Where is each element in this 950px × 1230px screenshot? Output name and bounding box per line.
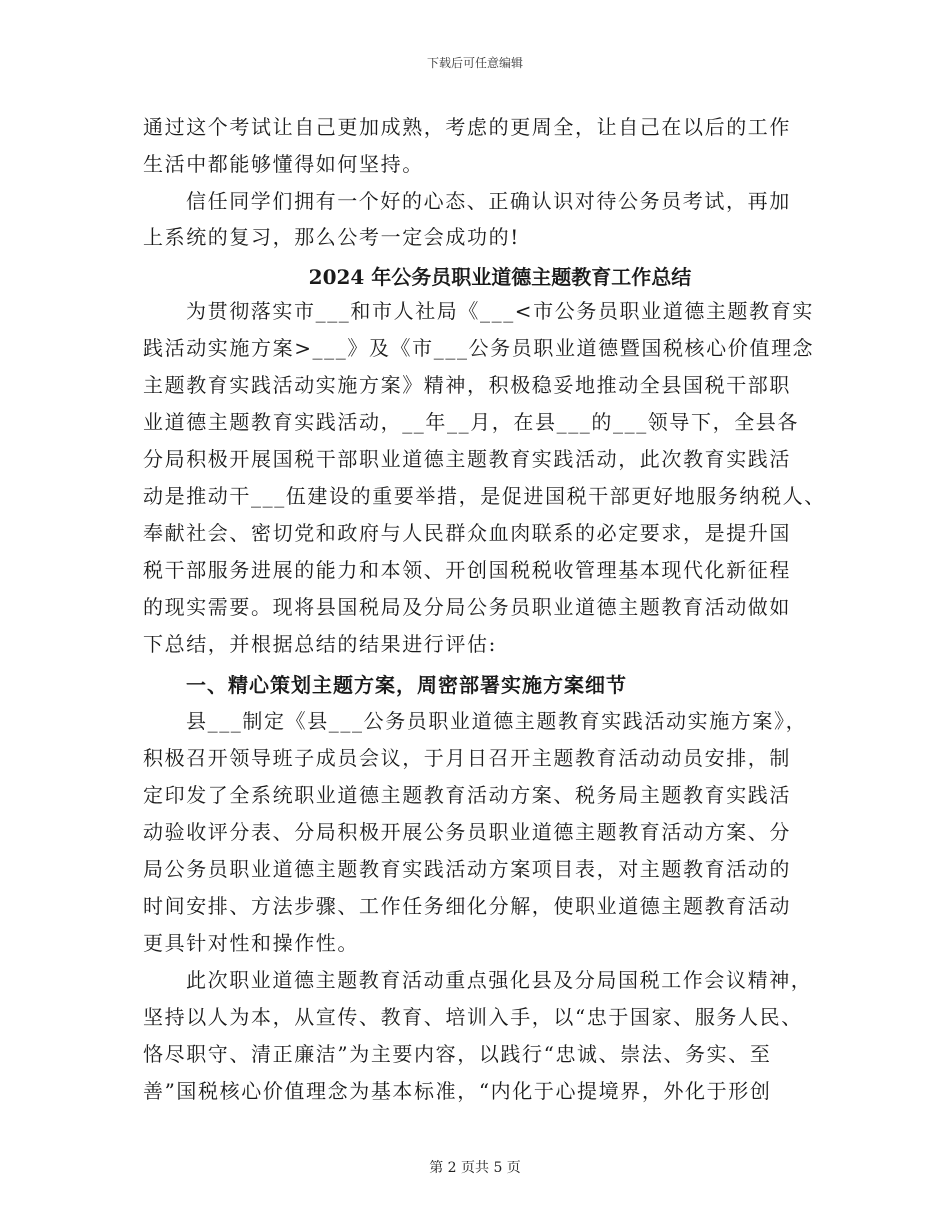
body-line: 分局积极开展国税干部职业道德主题教育实践活动，此次教育实践活 [143, 447, 791, 471]
body-line: 更具针对性和操作性。 [143, 931, 359, 955]
body-line: 上系统的复习，那么公考一定会成功的! [143, 225, 520, 249]
body-line: 定印发了全系统职业道德主题教育活动方案、税务局主题教育实践活 [143, 783, 791, 807]
body-line: 恪尽职守、清正廉洁”为主要内容，以践行“忠诚、崇法、务实、至 [143, 1042, 772, 1066]
page-header: 下载后可任意编辑 [426, 56, 523, 70]
body-line: 局公务员职业道德主题教育实践活动方案项目表，对主题教育活动的 [143, 857, 791, 881]
body-line: 下总结，并根据总结的结果进行评估: [143, 632, 497, 656]
body-line: 业道德主题教育实践活动，__年__月，在县___的___领导下，全县各 [143, 410, 799, 434]
body-line: 生活中都能够懂得如何坚持。 [143, 152, 424, 176]
body-line: 为贯彻落实市___和市人社局《___<市公务员职业道德主题教育实 [186, 299, 814, 323]
body-line: 践活动实施方案>___》及《市___公务员职业道德暨国税核心价值理念 [143, 336, 815, 360]
body-line: 动是推动干___伍建设的重要举措，是促进国税干部更好地服务纳税人、 [143, 484, 826, 508]
document-title: 2024 年公务员职业道德主题教育工作总结 [308, 265, 692, 289]
section-heading: 一、精心策划主题方案，周密部署实施方案细节 [186, 673, 627, 697]
body-line: 善”国税核心价值理念为基本标准，“内化于心提境界，外化于形创 [143, 1079, 772, 1103]
body-line: 信任同学们拥有一个好的心态、正确认识对待公务员考试，再加 [186, 189, 791, 213]
body-line: 此次职业道德主题教育活动重点强化县及分局国税工作会议精神， [186, 968, 813, 992]
body-line: 的现实需要。现将县国税局及分局公务员职业道德主题教育活动做如 [143, 595, 791, 619]
page-footer: 第 2 页共 5 页 [429, 1160, 521, 1176]
body-line: 主题教育实践活动实施方案》精神，积极稳妥地推动全县国税干部职 [143, 373, 791, 397]
body-line: 时间安排、方法步骤、工作任务细化分解，使职业道德主题教育活动 [143, 894, 791, 918]
body-line: 积极召开领导班子成员会议，于月日召开主题教育活动动员安排，制 [143, 746, 791, 770]
body-line: 通过这个考试让自己更加成熟，考虑的更周全，让自己在以后的工作 [143, 115, 791, 139]
body-line: 税干部服务进展的能力和本领、开创国税税收管理基本现代化新征程 [143, 558, 791, 582]
body-line: 动验收评分表、分局积极开展公务员职业道德主题教育活动方案、分 [143, 820, 791, 844]
body-line: 县___制定《县___公务员职业道德主题教育实践活动实施方案》， [186, 709, 808, 733]
body-line: 坚持以人为本，从宣传、教育、培训入手，以“忠于国家、服务人民、 [143, 1005, 803, 1029]
body-line: 奉献社会、密切党和政府与人民群众血肉联系的必定要求，是提升国 [143, 521, 791, 545]
